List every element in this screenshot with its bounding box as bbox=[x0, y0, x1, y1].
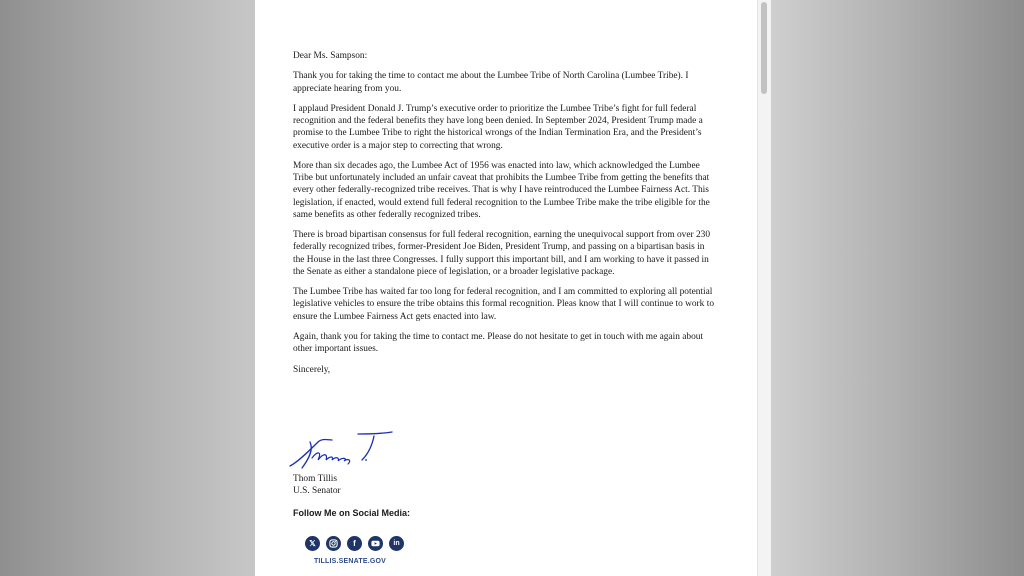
paragraph: More than six decades ago, the Lumbee Act of 1956 was enacted into law, which acknowledged the Lumbee Tribe but unfortunately included an unfair caveat that prohibits the Lumbee Tribe from getting the benefits that every other federally-recognized tribe receives. That is why I have reintroduced the Lumbee Fairness Act. This legislation, if enacted, would extend full federal recognition to the Lumbee Tribe make the tribe eligible for the same benefits as other federally recognized tribes. bbox=[293, 160, 710, 220]
closing: Sincerely, bbox=[293, 364, 331, 375]
website-link[interactable]: TILLIS.SENATE.GOV bbox=[313, 558, 387, 565]
x-icon[interactable]: 𝕏 bbox=[305, 536, 320, 551]
signer-title: U.S. Senator bbox=[293, 485, 341, 496]
background-left bbox=[0, 0, 255, 576]
letter-body bbox=[293, 50, 718, 384]
social-icons bbox=[305, 536, 404, 551]
facebook-icon[interactable]: f bbox=[347, 536, 362, 551]
signer-name: Thom Tillis bbox=[293, 474, 338, 484]
scrollbar[interactable] bbox=[757, 0, 771, 576]
follow-label: Follow Me on Social Media: bbox=[293, 508, 411, 518]
paragraph: There is broad bipartisan consensus for full federal recognition, earning the unequivocal support from over 230 federally recognized tribes, former-President Joe Biden, President Trump, and passing on a bipartisan basis in the House in the last three Congresses. I fully support this important bill, and I am working to have it passed in the Senate as either a standalone piece of legislation, or a broader legislative package. bbox=[293, 230, 711, 277]
salutation: Dear Ms. Sampson: bbox=[293, 51, 368, 61]
signer-block bbox=[293, 474, 341, 497]
linkedin-icon[interactable]: in bbox=[389, 536, 404, 551]
paragraph: Thank you for taking the time to contact me about the Lumbee Tribe of North Carolina (Lumbee Tribe). I appreciate hearing from you. bbox=[293, 71, 689, 94]
paragraph: Again, thank you for taking the time to contact me. Please do not hesitate to get in touch with me again about other important issues. bbox=[293, 331, 704, 355]
instagram-icon[interactable] bbox=[326, 536, 341, 551]
paragraph: I applaud President Donald J. Trump’s executive order to prioritize the Lumbee Tribe’s fight for full federal recognition and the federal benefits they have long been denied. In September 2024, President Trump made a promise to the Lumbee Tribe to right the historical wrongs of the Indian Termination Era, and the President’s executive order is a major step to correcting that wrong. bbox=[293, 103, 703, 151]
youtube-icon[interactable] bbox=[368, 536, 383, 551]
letter-page bbox=[255, 0, 770, 576]
paragraph: The Lumbee Tribe has waited far too long for federal recognition, and I am committed to exploring all potential legislative vehicles to ensure the tribe obtains this formal recognition. Pleas know that I will continue to work to ensure the Lumbee Fairness Act gets enacted into law. bbox=[293, 287, 715, 322]
handwritten-signature bbox=[288, 428, 398, 472]
scrollbar-thumb[interactable] bbox=[761, 2, 767, 94]
background-right bbox=[770, 0, 1024, 576]
